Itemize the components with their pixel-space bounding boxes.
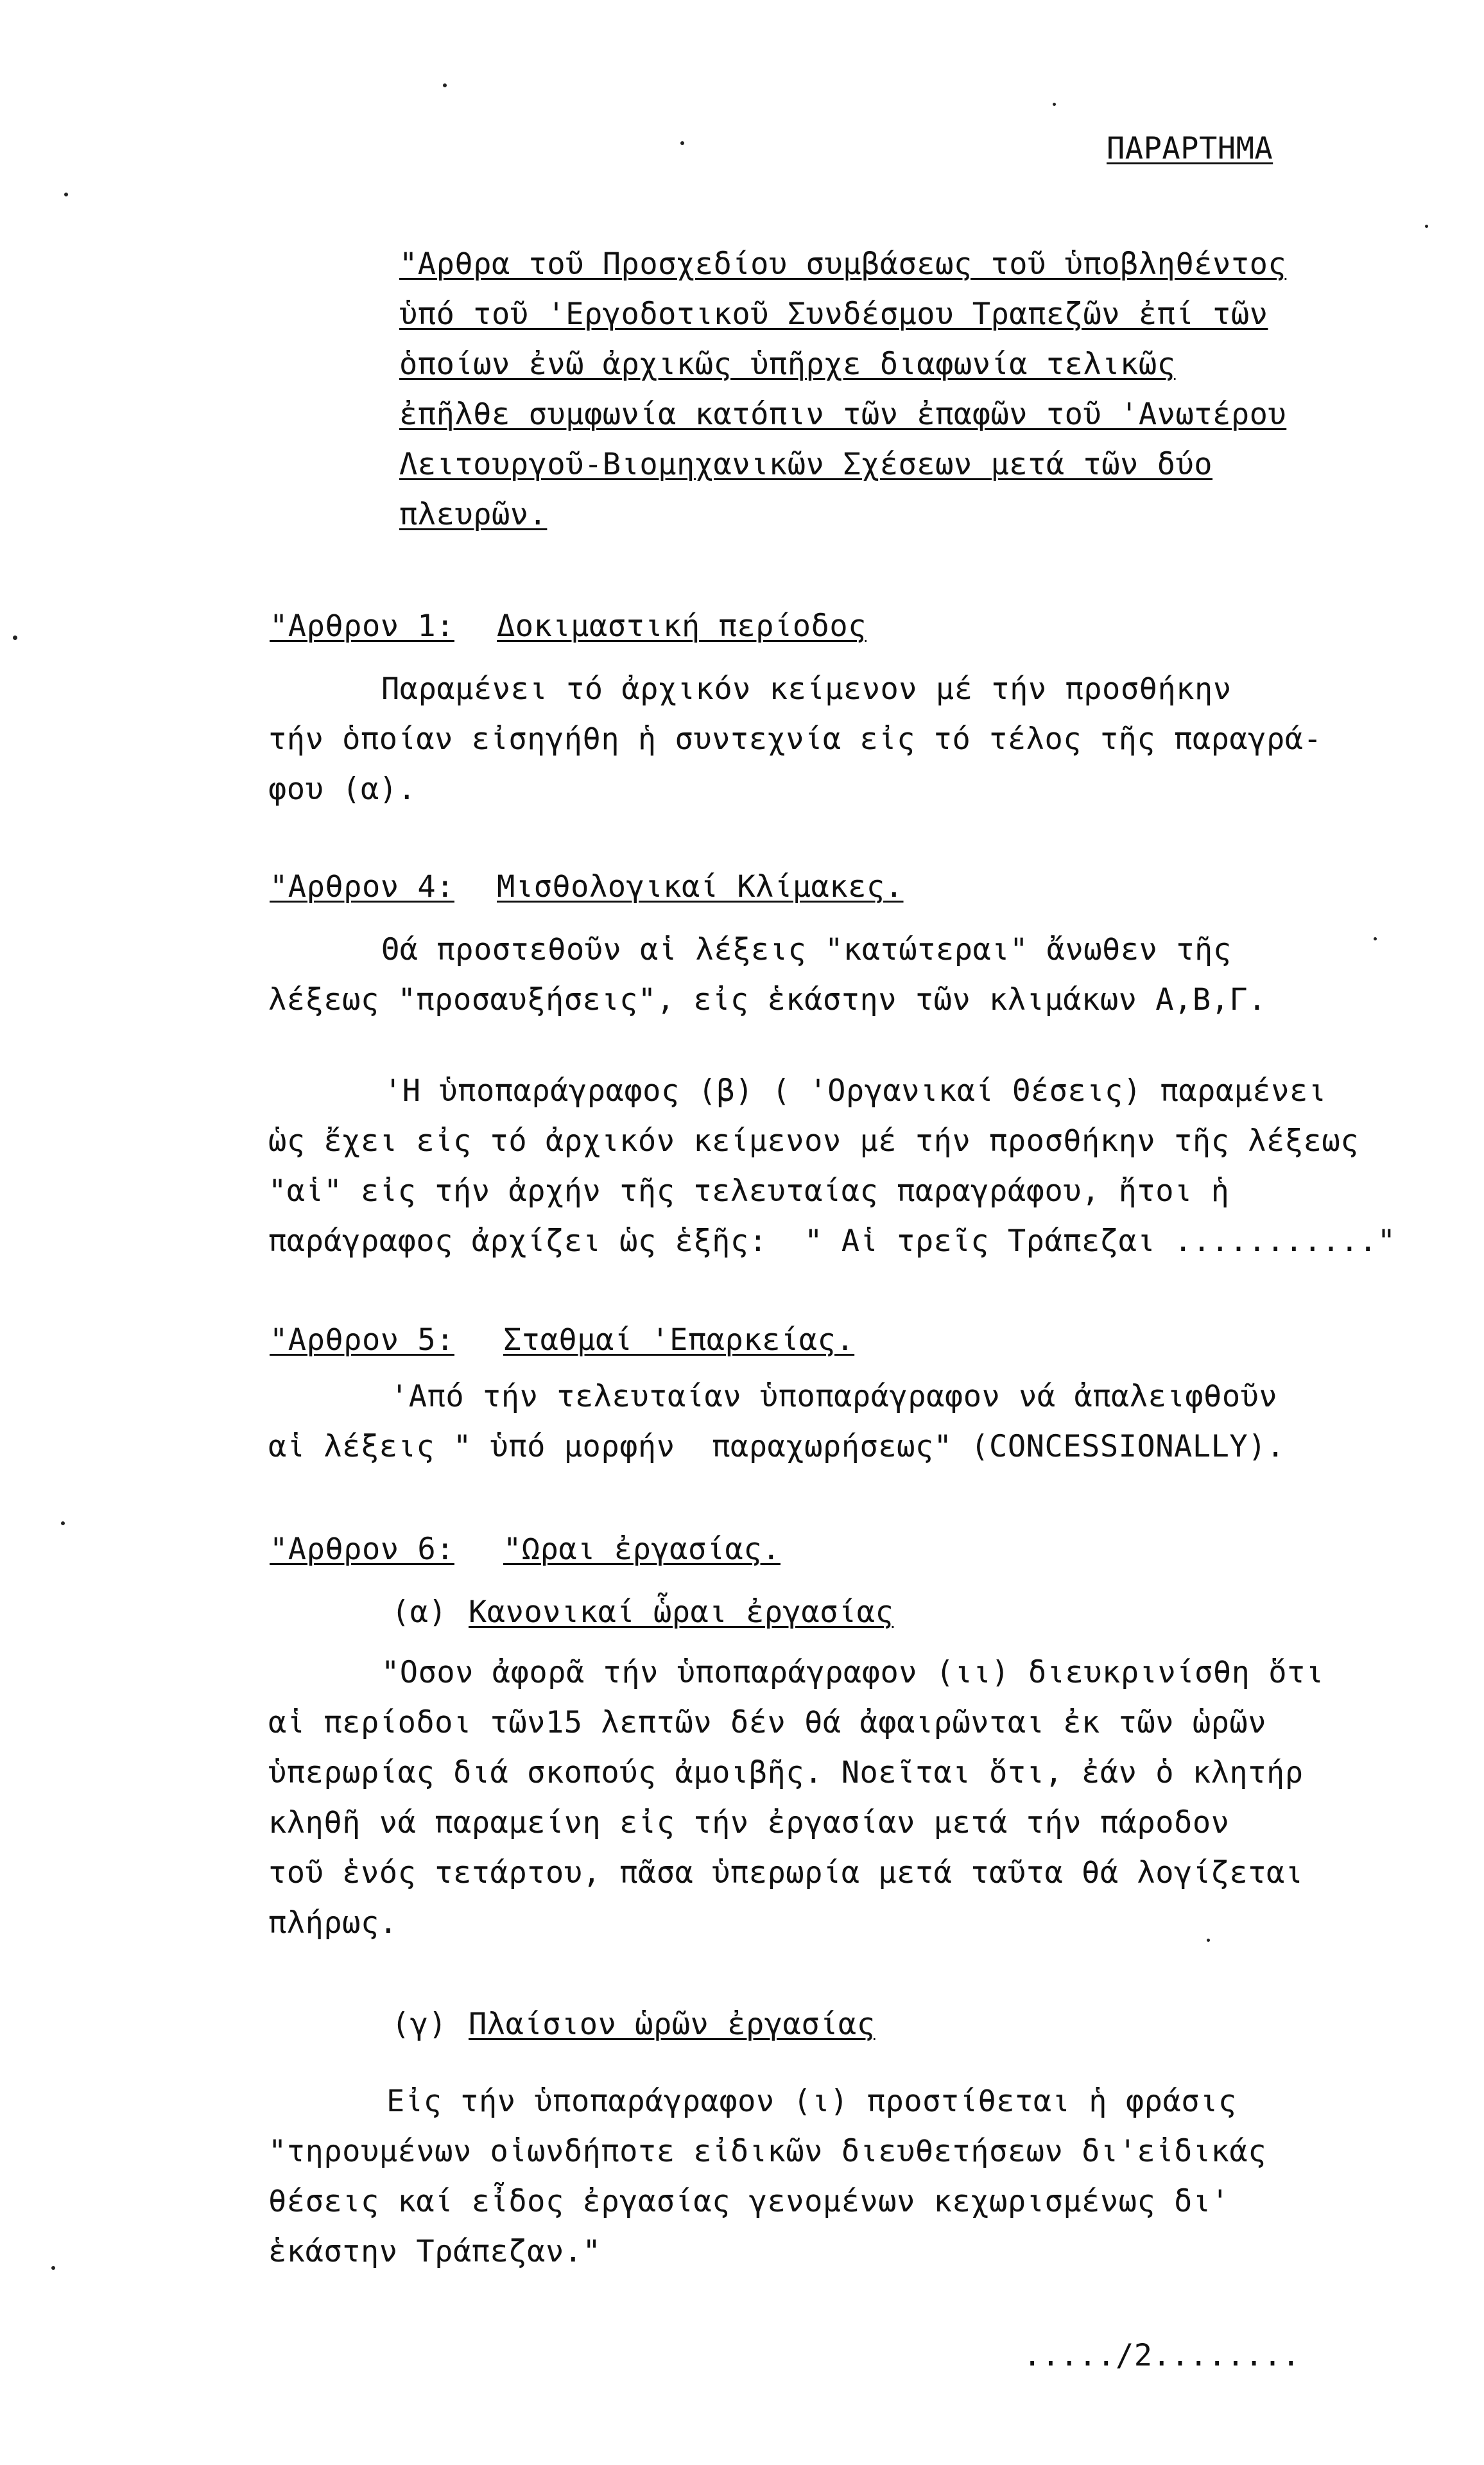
scan-speck (13, 636, 17, 640)
article-label: "Αρθρον 5: (270, 1322, 454, 1358)
scan-speck (1425, 225, 1428, 228)
article-text-line: φου (α). (268, 772, 417, 807)
scan-speck (61, 1521, 65, 1525)
article-text-line: 'Από τήν τελευταίαν ὑποπαράγραφον νά ἀπαλειφθοῦν (390, 1379, 1278, 1414)
article-text-line: "τηρουμένων οἱωνδήποτε εἰδικῶν διευθετήσεων δι'εἰδικάς (268, 2134, 1267, 2169)
article-text-line: Παραμένει τό ἀρχικόν κείμενον μέ τήν προσθήκην (381, 671, 1232, 707)
article-text-line: "αἱ" εἰς τήν ἀρχήν τῆς τελευταίας παραγράφου, ἤτοι ἡ (268, 1173, 1230, 1209)
subsection-marker: (γ) (392, 2007, 447, 2042)
article-text-line: τήν ὁποίαν εἰσηγήθη ἡ συντεχνία εἰς τό τέλος τῆς παραγρά- (268, 722, 1322, 757)
article-title: Σταθμαί 'Επαρκείας. (503, 1322, 855, 1358)
article-text-line: ὑπερωρίας διά σκοπούς ἀμοιβῆς. Νοεῖται ὅτι, ἐάν ὁ κλητήρ (268, 1755, 1304, 1790)
article-text-line: λέξεως "προσαυξήσεις", εἰς ἑκάστην τῶν κλιμάκων Α,Β,Γ. (268, 982, 1267, 1017)
article-text-line: ὡς ἔχει εἰς τό ἀρχικόν κείμενον μέ τήν προσθήκην τῆς λέξεως (268, 1123, 1359, 1159)
subsection-marker: (α) (392, 1595, 447, 1630)
article-label: "Αρθρον 4: (270, 869, 454, 904)
intro-line: πλευρῶν. (399, 497, 548, 532)
scan-speck (443, 83, 447, 87)
scan-speck (1207, 1939, 1210, 1942)
article-label: "Αρθρον 6: (270, 1532, 454, 1567)
article-text-line: "Οσον ἀφορᾶ τήν ὑποπαράγραφον (ιι) διευκρινίσθη ὅτι (381, 1655, 1324, 1690)
article-title: Δοκιμαστική περίοδος (497, 609, 867, 644)
scan-speck (64, 193, 68, 196)
article-text-line: θέσεις καί εἶδος ἐργασίας γενομένων κεχωρισμένως δι' (268, 2184, 1230, 2219)
scan-speck (51, 2266, 55, 2270)
article-text-line: πλήρως. (268, 1905, 398, 1941)
article-text-line: ἑκάστην Τράπεζαν." (268, 2234, 601, 2269)
article-text-line: Εἰς τήν ὑποπαράγραφον (ι) προστίθεται ἡ φράσις (386, 2084, 1237, 2119)
scan-speck (680, 141, 684, 145)
subsection-title: Πλαίσιον ὡρῶν ἐργασίας (469, 2007, 876, 2042)
article-title: "Ωραι ἐργασίας. (503, 1532, 781, 1567)
article-title: Μισθολογικαί Κλίμακες. (497, 869, 904, 904)
scan-speck (1053, 103, 1056, 106)
subsection-title: Κανονικαί ὧραι ἐργασίας (469, 1595, 894, 1630)
article-text-line: αἱ λέξεις " ὑπό μορφήν παραχωρήσεως" (CONCESSIONALLY). (268, 1429, 1285, 1464)
intro-line: ὑπό τοῦ 'Εργοδοτικοῦ Συνδέσμου Τραπεζῶν ἐπί τῶν (399, 297, 1268, 332)
article-text-line: αἱ περίοδοι τῶν15 λεπτῶν δέν θά ἀφαιρῶνται ἐκ τῶν ὡρῶν (268, 1705, 1267, 1740)
article-text-line: κληθῆ νά παραμείνη εἰς τήν ἐργασίαν μετά τήν πάροδον (268, 1805, 1230, 1840)
intro-line: Λειτουργοῦ-Βιομηχανικῶν Σχέσεων μετά τῶν δύο (399, 447, 1213, 482)
article-text-line: Θά προστεθοῦν αἱ λέξεις "κατώτεραι" ἄνωθεν τῆς (381, 932, 1232, 967)
page-continuation-marker: ...../2........ (1023, 2338, 1300, 2373)
intro-line: ἐπῆλθε συμφωνία κατόπιν τῶν ἐπαφῶν τοῦ 'Ανωτέρου (399, 397, 1287, 432)
intro-line: ὁποίων ἐνῶ ἀρχικῶς ὑπῆρχε διαφωνία τελικῶς (399, 347, 1176, 382)
page-heading: ΠΑΡΑΡΤΗΜΑ (1107, 131, 1273, 166)
scan-speck (1374, 937, 1377, 940)
article-text-line: παράγραφος ἀρχίζει ὡς ἑξῆς: " Αἱ τρεῖς Τράπεζαι ..........." (268, 1224, 1396, 1259)
article-text-line: τοῦ ἑνός τετάρτου, πᾶσα ὑπερωρία μετά ταῦτα θά λογίζεται (268, 1855, 1304, 1890)
article-label: "Αρθρον 1: (270, 609, 454, 644)
intro-line: "Αρθρα τοῦ Προσχεδίου συμβάσεως τοῦ ὑποβληθέντος (399, 246, 1287, 282)
article-text-line: 'Η ὑποπαράγραφος (β) ( 'Οργανικαί Θέσεις) παραμένει (384, 1073, 1327, 1109)
